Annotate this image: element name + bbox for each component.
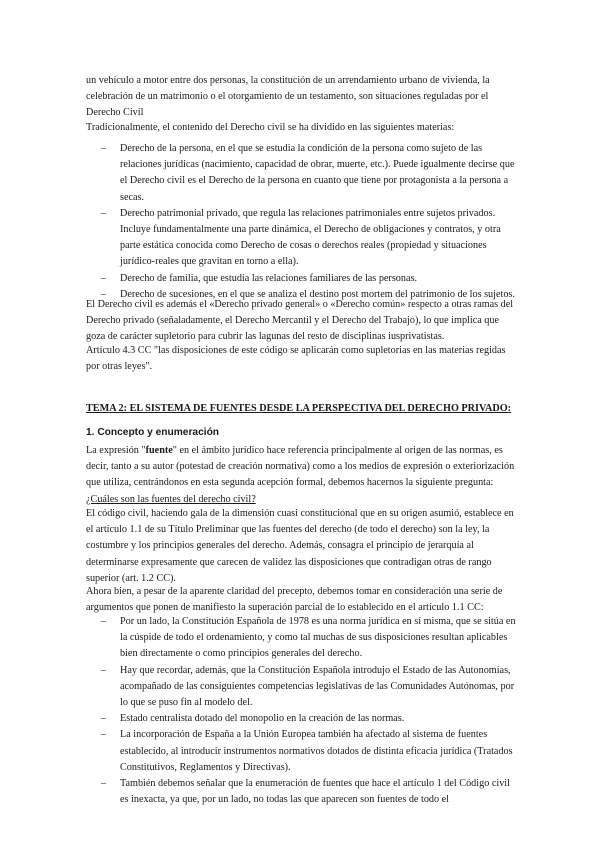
list-item: – Derecho de sucesiones, en el que se analiza el destino post mortem del patrimonio de los sujetos. <box>86 287 516 303</box>
dash-bullet: – <box>101 272 107 284</box>
dash-bullet: – <box>101 616 107 627</box>
paragraph-ahora-bien: Ahora bien, a pesar de la aparente claridad del precepto, debemos tomar en consideración una serie de argumentos que ponen de manifiesto la superación parcial de lo establecido en el artículo 1.1 CC: <box>86 586 503 614</box>
paragraph-derecho-comun: El Derecho civil es además el «Derecho privado general» o «Derecho común» respecto a otras ramas del Derecho privado (señaladamente, el Derecho Mercantil y el Derecho del Trabajo), lo que implica que goza de carácter supletorio para cubrir las lagunas del resto de disciplinas iusprivatistas. <box>86 299 514 343</box>
dash-bullet: – <box>101 729 107 741</box>
paragraph-intro: un vehículo a motor entre dos personas, la constitución de un arrendamiento urbano de vivienda, la celebración de un matrimonio o el otorgamiento de un testamento, son situaciones reguladas por el Derecho Civil <box>86 75 490 119</box>
dash-bullet: – <box>101 664 107 676</box>
paragraph-articulo-4-3: Artículo 4.3 CC "las disposiciones de este código se aplicarán como supletorias en las materias regidas por otras leyes". <box>86 345 506 373</box>
dash-bullet: – <box>101 778 107 790</box>
paragraph-fuente: La expresión "fuente" en el ámbito jurídico hace referencia principalmente al origen de las normas, es decir, tanto a su autor (potestad de creación normativa) como a los medios de expresión o exteriorización que utiliza, centrándonos en esta segunda acepción formal, debemos hacernos la siguiente pregunta: ¿Cuáles son las fuentes del derecho civil? <box>86 445 515 505</box>
tema-title: TEMA 2: EL SISTEMA DE FUENTES DESDE LA PERSPECTIVA DEL DERECHO PRIVADO: <box>86 403 512 414</box>
list-item: – Estado centralista dotado del monopolio en la creación de las normas. <box>86 711 516 727</box>
list-item: – Derecho de familia, que estudia las relaciones familiares de las personas. <box>86 271 516 287</box>
list-item: – Hay que recordar, además, que la Constitución Española introdujo el Estado de las Autonomías, acompañado de las consiguientes competencias legislativas de las Comunidades Autónomas, por lo que se puso fin al modelo del. <box>101 664 515 709</box>
list-materias <box>86 141 516 303</box>
paragraph-materias: Tradicionalmente, el contenido del Derecho civil se ha dividido en las siguientes materias: <box>86 122 455 133</box>
list-item: – Derecho de la persona, en el que se estudia la condición de la persona como sujeto de las relaciones jurídicas (nacimiento, capacidad de obrar, muerte, etc.). Puede igualmente decirse que el Derecho civil es el Derecho de la persona en cuanto que tiene por protagonista a la persona a secas. <box>101 143 515 203</box>
section-heading: 1. Concepto y enumeración <box>86 427 220 438</box>
paragraph-codigo-civil: El código civil, haciendo gala de la dimensión cuasi constitucional que en su origen asumió, establece en el artículo 1.1 de su Título Preliminar que las fuentes del derecho (de todo el derecho) son la ley, la costumbre y los principios generales del derecho. Además, consagra el principio de jerarquía al determinarse expresamente que carecen de validez las disposiciones que contradigan otras de rango superior (art. 1.2 CC). <box>86 508 514 584</box>
list-item: – Por un lado, la Constitución Española de 1978 es una norma jurídica en sí misma, que se sitúa en la cúspide de todo el ordenamiento, y como tal muchas de sus disposiciones resultan aplicables bien directamente o como principios generales del derecho. <box>101 616 516 660</box>
list-argumentos <box>86 614 516 808</box>
term-fuente: fuente <box>145 445 173 456</box>
question-underlined: ¿Cuáles son las fuentes del derecho civil? <box>86 493 256 505</box>
dash-bullet: – <box>101 143 107 154</box>
list-item: – También debemos señalar que la enumeración de fuentes que hace el artículo 1 del Código civil es inexacta, ya que, por un lado, no todas las que aparecen son fuentes de todo el <box>101 778 510 806</box>
dash-bullet: – <box>101 288 107 300</box>
dash-bullet: – <box>101 713 107 725</box>
list-item: – Derecho patrimonial privado, que regula las relaciones patrimoniales entre sujetos privados. Incluye fundamentalmente una parte dinámica, el Derecho de obligaciones y contratos, y otra parte estática conocida como Derecho de cosas o derechos reales (propiedad y situaciones jurídico-reales que gravitan en torno a ella). <box>101 207 501 268</box>
list-item: – La incorporación de España a la Unión Europea también ha afectado al sistema de fuentes establecido, al introducir instrumentos normativos dotados de distinta eficacia jurídica (Tratados Constitutivos, Reglamentos y Directivas). <box>101 729 513 773</box>
dash-bullet: – <box>101 207 107 219</box>
